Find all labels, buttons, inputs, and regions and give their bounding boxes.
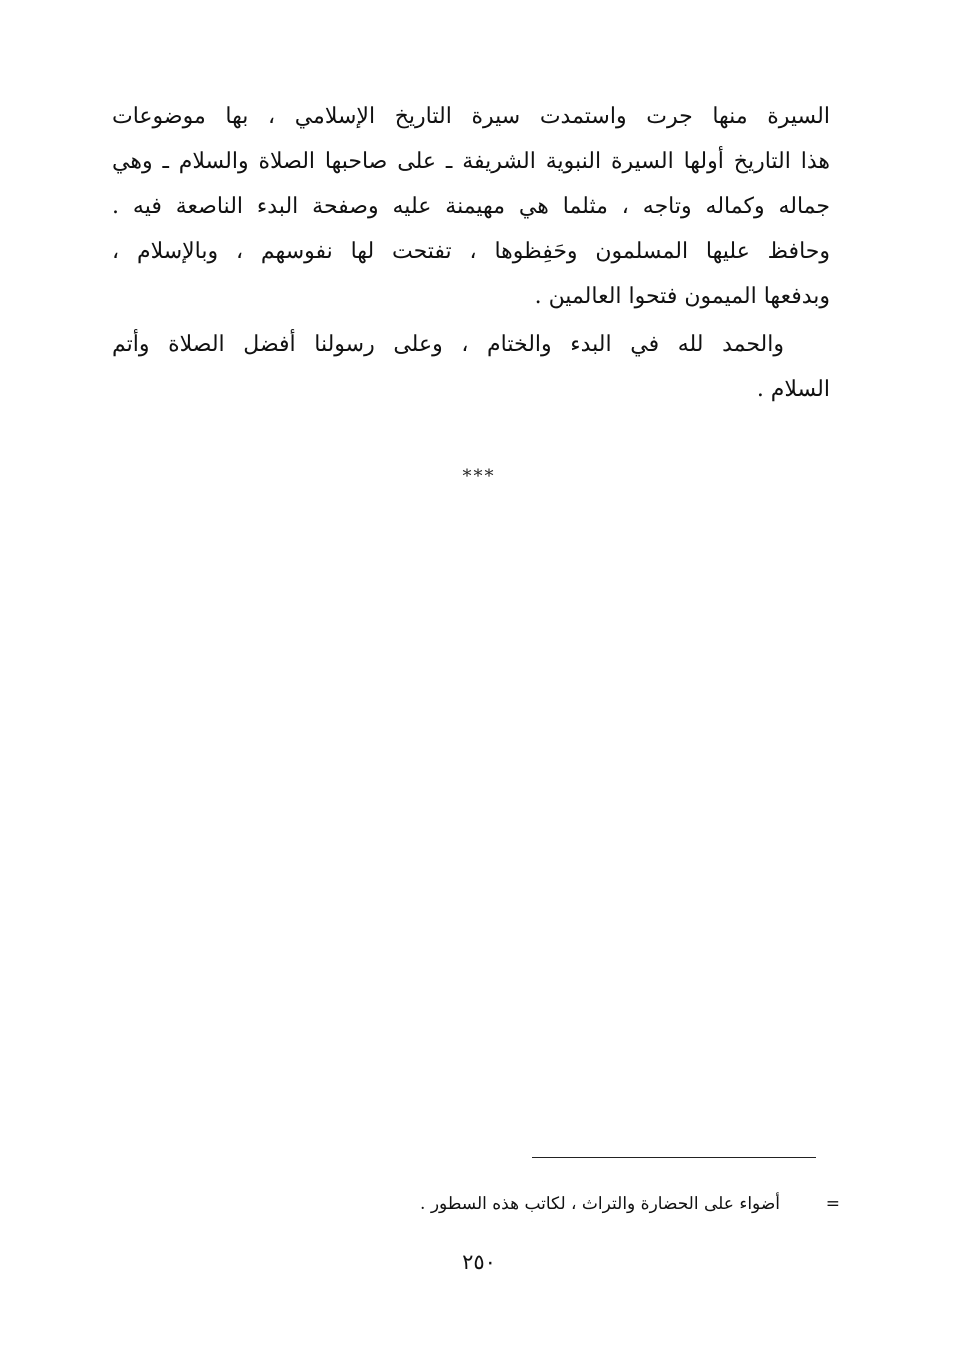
text-line: وحافظ عليها المسلمون وحَفِظوها ، تفتحت لها نفوسهم ، وبالإسلام ، [112,239,830,264]
footnote-text: أضواء على الحضارة والتراث ، لكاتب هذه السطور . [420,1194,780,1214]
paragraph-2 [112,322,830,412]
text-line: السلام . [756,377,830,402]
footnote [340,1190,840,1218]
text-line: وبدفعها الميمون فتحوا العالمين . [534,284,830,309]
footnote-marker: = [825,1194,840,1214]
footnote-divider [532,1157,816,1158]
text-line: هذا التاريخ أولها السيرة النبوية الشريفة ـ على صاحبها الصلاة والسلام ـ وهي [112,149,830,174]
text-line: جماله وكماله وتاجه ، مثلما هي مهيمنة عليه وصفحة البدء الناصعة فيه . [112,194,830,219]
section-separator: *** [462,466,496,487]
page-number: ٢٥٠ [462,1250,496,1274]
text-line: والحمد لله في البدء والختام ، وعلى رسولنا أفضل الصلاة وأتم [112,332,784,357]
paragraph-1 [112,94,830,319]
text-line: السيرة منها جرت واستمدت سيرة التاريخ الإسلامي ، بها موضوعات [112,104,830,129]
